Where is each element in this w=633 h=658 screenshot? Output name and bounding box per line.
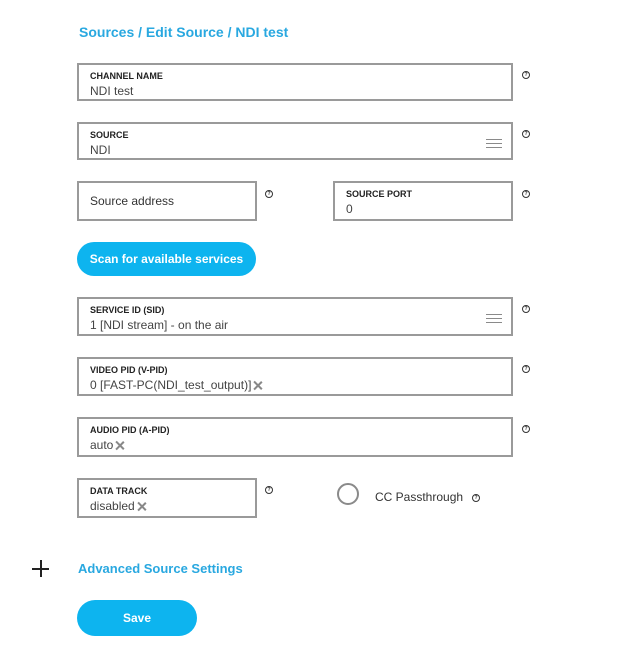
- dropdown-menu-icon[interactable]: [486, 314, 502, 324]
- service-id-value: 1 [NDI stream] - on the air: [90, 318, 229, 332]
- data-track-select[interactable]: [77, 478, 257, 518]
- channel-name-field[interactable]: [77, 63, 513, 101]
- clear-icon[interactable]: [137, 502, 146, 511]
- video-pid-select[interactable]: [77, 357, 513, 396]
- video-pid-value: 0 [FAST-PC(NDI_test_output)]: [90, 378, 252, 392]
- service-id-select[interactable]: [77, 297, 513, 336]
- advanced-source-settings-toggle[interactable]: Advanced Source Settings: [78, 561, 243, 576]
- clear-icon[interactable]: [115, 441, 124, 450]
- dropdown-menu-icon[interactable]: [486, 139, 502, 149]
- scan-services-button[interactable]: Scan for available services: [77, 242, 256, 276]
- audio-pid-value-wrap: [90, 438, 124, 452]
- source-help-icon[interactable]: ?: [522, 130, 530, 138]
- channel-name-help-icon[interactable]: ?: [522, 71, 530, 79]
- cc-passthrough-help-icon[interactable]: ?: [472, 494, 480, 502]
- audio-pid-help-icon[interactable]: ?: [522, 425, 530, 433]
- channel-name-label: CHANNEL NAME: [90, 71, 163, 81]
- audio-pid-value: auto: [90, 438, 114, 452]
- source-label: SOURCE: [90, 130, 129, 140]
- source-port-label: SOURCE PORT: [346, 189, 413, 199]
- source-address-placeholder: Source address: [90, 194, 175, 208]
- data-track-value-wrap: [90, 499, 146, 513]
- source-address-input[interactable]: [77, 181, 257, 221]
- audio-pid-label: AUDIO PID (A-PID): [90, 425, 170, 435]
- cc-passthrough-radio[interactable]: [337, 483, 359, 505]
- source-port-value[interactable]: 0: [346, 202, 353, 216]
- video-pid-help-icon[interactable]: ?: [522, 365, 530, 373]
- source-port-field[interactable]: [333, 181, 513, 221]
- source-select[interactable]: [77, 122, 513, 160]
- source-value: NDI: [90, 143, 111, 157]
- clear-icon[interactable]: [253, 381, 262, 390]
- channel-name-value[interactable]: NDI test: [90, 84, 134, 98]
- cc-passthrough-label[interactable]: CC Passthrough: [375, 490, 464, 504]
- video-pid-value-wrap: [90, 378, 262, 392]
- service-id-help-icon[interactable]: ?: [522, 305, 530, 313]
- data-track-value: disabled: [90, 499, 135, 513]
- expand-plus-icon[interactable]: [32, 560, 49, 577]
- source-address-help-icon[interactable]: ?: [265, 190, 273, 198]
- video-pid-label: VIDEO PID (V-PID): [90, 365, 168, 375]
- save-button[interactable]: Save: [77, 600, 197, 636]
- data-track-help-icon[interactable]: ?: [265, 486, 273, 494]
- audio-pid-select[interactable]: [77, 417, 513, 457]
- source-port-help-icon[interactable]: ?: [522, 190, 530, 198]
- data-track-label: DATA TRACK: [90, 486, 148, 496]
- breadcrumb: Sources / Edit Source / NDI test: [79, 24, 289, 40]
- service-id-label: SERVICE ID (SID): [90, 305, 165, 315]
